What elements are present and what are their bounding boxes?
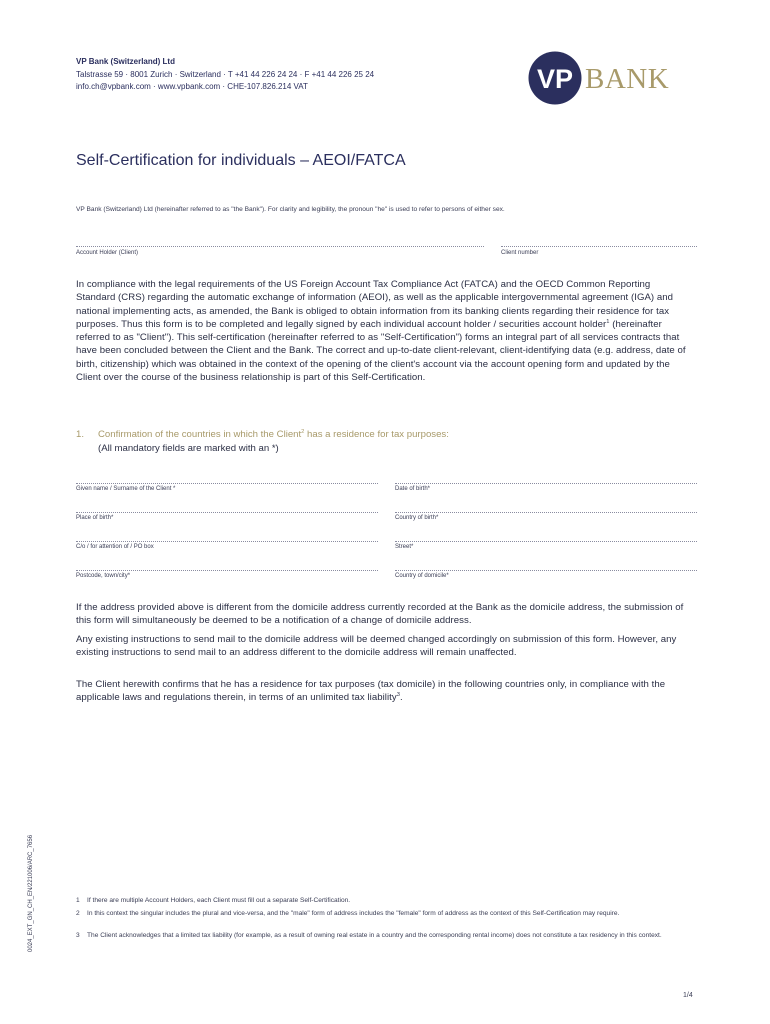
postcode-field[interactable]: [76, 570, 378, 571]
section-1-title: 1. Confirmation of the countries in which the Client$^2$ has a residence for tax purposes:: [76, 428, 449, 440]
vp-bank-logo: [528, 51, 708, 105]
country-of-domicile-field[interactable]: [395, 570, 697, 571]
client-number-field[interactable]: [501, 246, 697, 247]
account-holder-label: Account Holder (Client): [76, 250, 139, 256]
place-of-birth-field[interactable]: [76, 512, 378, 513]
footnote: 1 If there are multiple Account Holders, each Client must fill out a separate Self-Certification.: [76, 897, 351, 904]
section-1-subtitle: (All mandatory fields are marked with an *): [98, 443, 279, 454]
page-title: Self-Certification for individuals – AEOI/FATCA: [76, 152, 406, 169]
footnote: 2 In this context the singular includes the plural and vice-versa, and the "male" form of address includes the "female" form of address as the context of this Self-Certification may require.: [76, 910, 620, 917]
street-label: Street*: [395, 544, 414, 550]
co-box-field[interactable]: [76, 541, 378, 542]
country-of-birth-label: Country of birth*: [395, 515, 439, 521]
intro-text: VP Bank (Switzerland) Ltd (hereinafter referred to as "the Bank"). For clarity and legibility, the pronoun "he" is used to refer to persons of either sex.: [76, 206, 505, 213]
country-of-birth-field[interactable]: [395, 512, 697, 513]
given-name-field[interactable]: [76, 483, 378, 484]
address-change-paragraph: If the address provided above is different from the domicile address currently recorded at the Bank as the domicile address, the submission of this form will simultaneously be deemed to be a notification of a change of domicile address.: [76, 602, 684, 627]
compliance-paragraph: In compliance with the legal requirements of the US Foreign Account Tax Compliance Act (FATCA) and the OECD Common Reporting Standard (CRS) regarding the automatic exchange of information (AEOI), as well as the applicable intergovernmental agreement (IGA) and national implementing acts, as amended, the Bank is obliged to obtain information from its banking clients regarding their residence for tax purposes. Thus this form is to be completed and legally signed by each individual account holder / securities account holder$^1$ (hereinafter referred to as "Client"). This self-certification (hereinafter referred to as "Self-Certification") forms an integral part of all services contracts that have been concluded between the Client and the Bank. The correct and up-to-date client-relevant, client-identifying data (e.g. address, date of birth, citizenship) which was obtained in the context of the opening of the client's account via the account opening form and updated by the Client over the course of the business relationship is part of this Self-Certification.: [76, 279, 686, 384]
page-number: 1/4: [683, 992, 693, 999]
company-contact: info.ch@vpbank.com · www.vpbank.com · CHE-107.826.214 VAT: [76, 82, 308, 91]
client-number-label: Client number: [501, 250, 539, 256]
logo-letters: VP: [536, 64, 574, 94]
given-name-label: Given name / Surname of the Client *: [76, 486, 176, 492]
date-of-birth-label: Date of birth*: [395, 486, 431, 492]
street-field[interactable]: [395, 541, 697, 542]
postcode-label: Postcode, town/city*: [76, 573, 131, 579]
date-of-birth-field[interactable]: [395, 483, 697, 484]
account-holder-field[interactable]: [76, 246, 484, 247]
document-reference: 0024_EXT_GN_CH_EN/221006/ARC_7656: [28, 834, 34, 952]
tax-residence-paragraph: The Client herewith confirms that he has a residence for tax purposes (tax domicile) in the following countries only, in compliance with the applicable laws and regulations therein, in terms of an unlimited tax liability$^3$.: [76, 679, 666, 704]
country-of-domicile-label: Country of domicile*: [395, 573, 449, 579]
logo-word: BANK: [585, 63, 670, 95]
place-of-birth-label: Place of birth*: [76, 515, 114, 521]
mail-instructions-paragraph: Any existing instructions to send mail to the domicile address will be deemed changed accordingly on submission of this form. However, any existing instructions to send mail to an address different to the domicile address will remain unaffected.: [76, 634, 677, 659]
company-name: VP Bank (Switzerland) Ltd: [76, 57, 175, 66]
company-address: Talstrasse 59 · 8001 Zurich · Switzerland · T +41 44 226 24 24 · F +41 44 226 25 24: [76, 70, 375, 79]
co-box-label: C/o / for attention of / PO box: [76, 544, 154, 550]
footnote: 3 The Client acknowledges that a limited tax liability (for example, as a result of owning real estate in a country and the corresponding rental income) does not constitute a tax residency in this context.: [76, 932, 662, 939]
